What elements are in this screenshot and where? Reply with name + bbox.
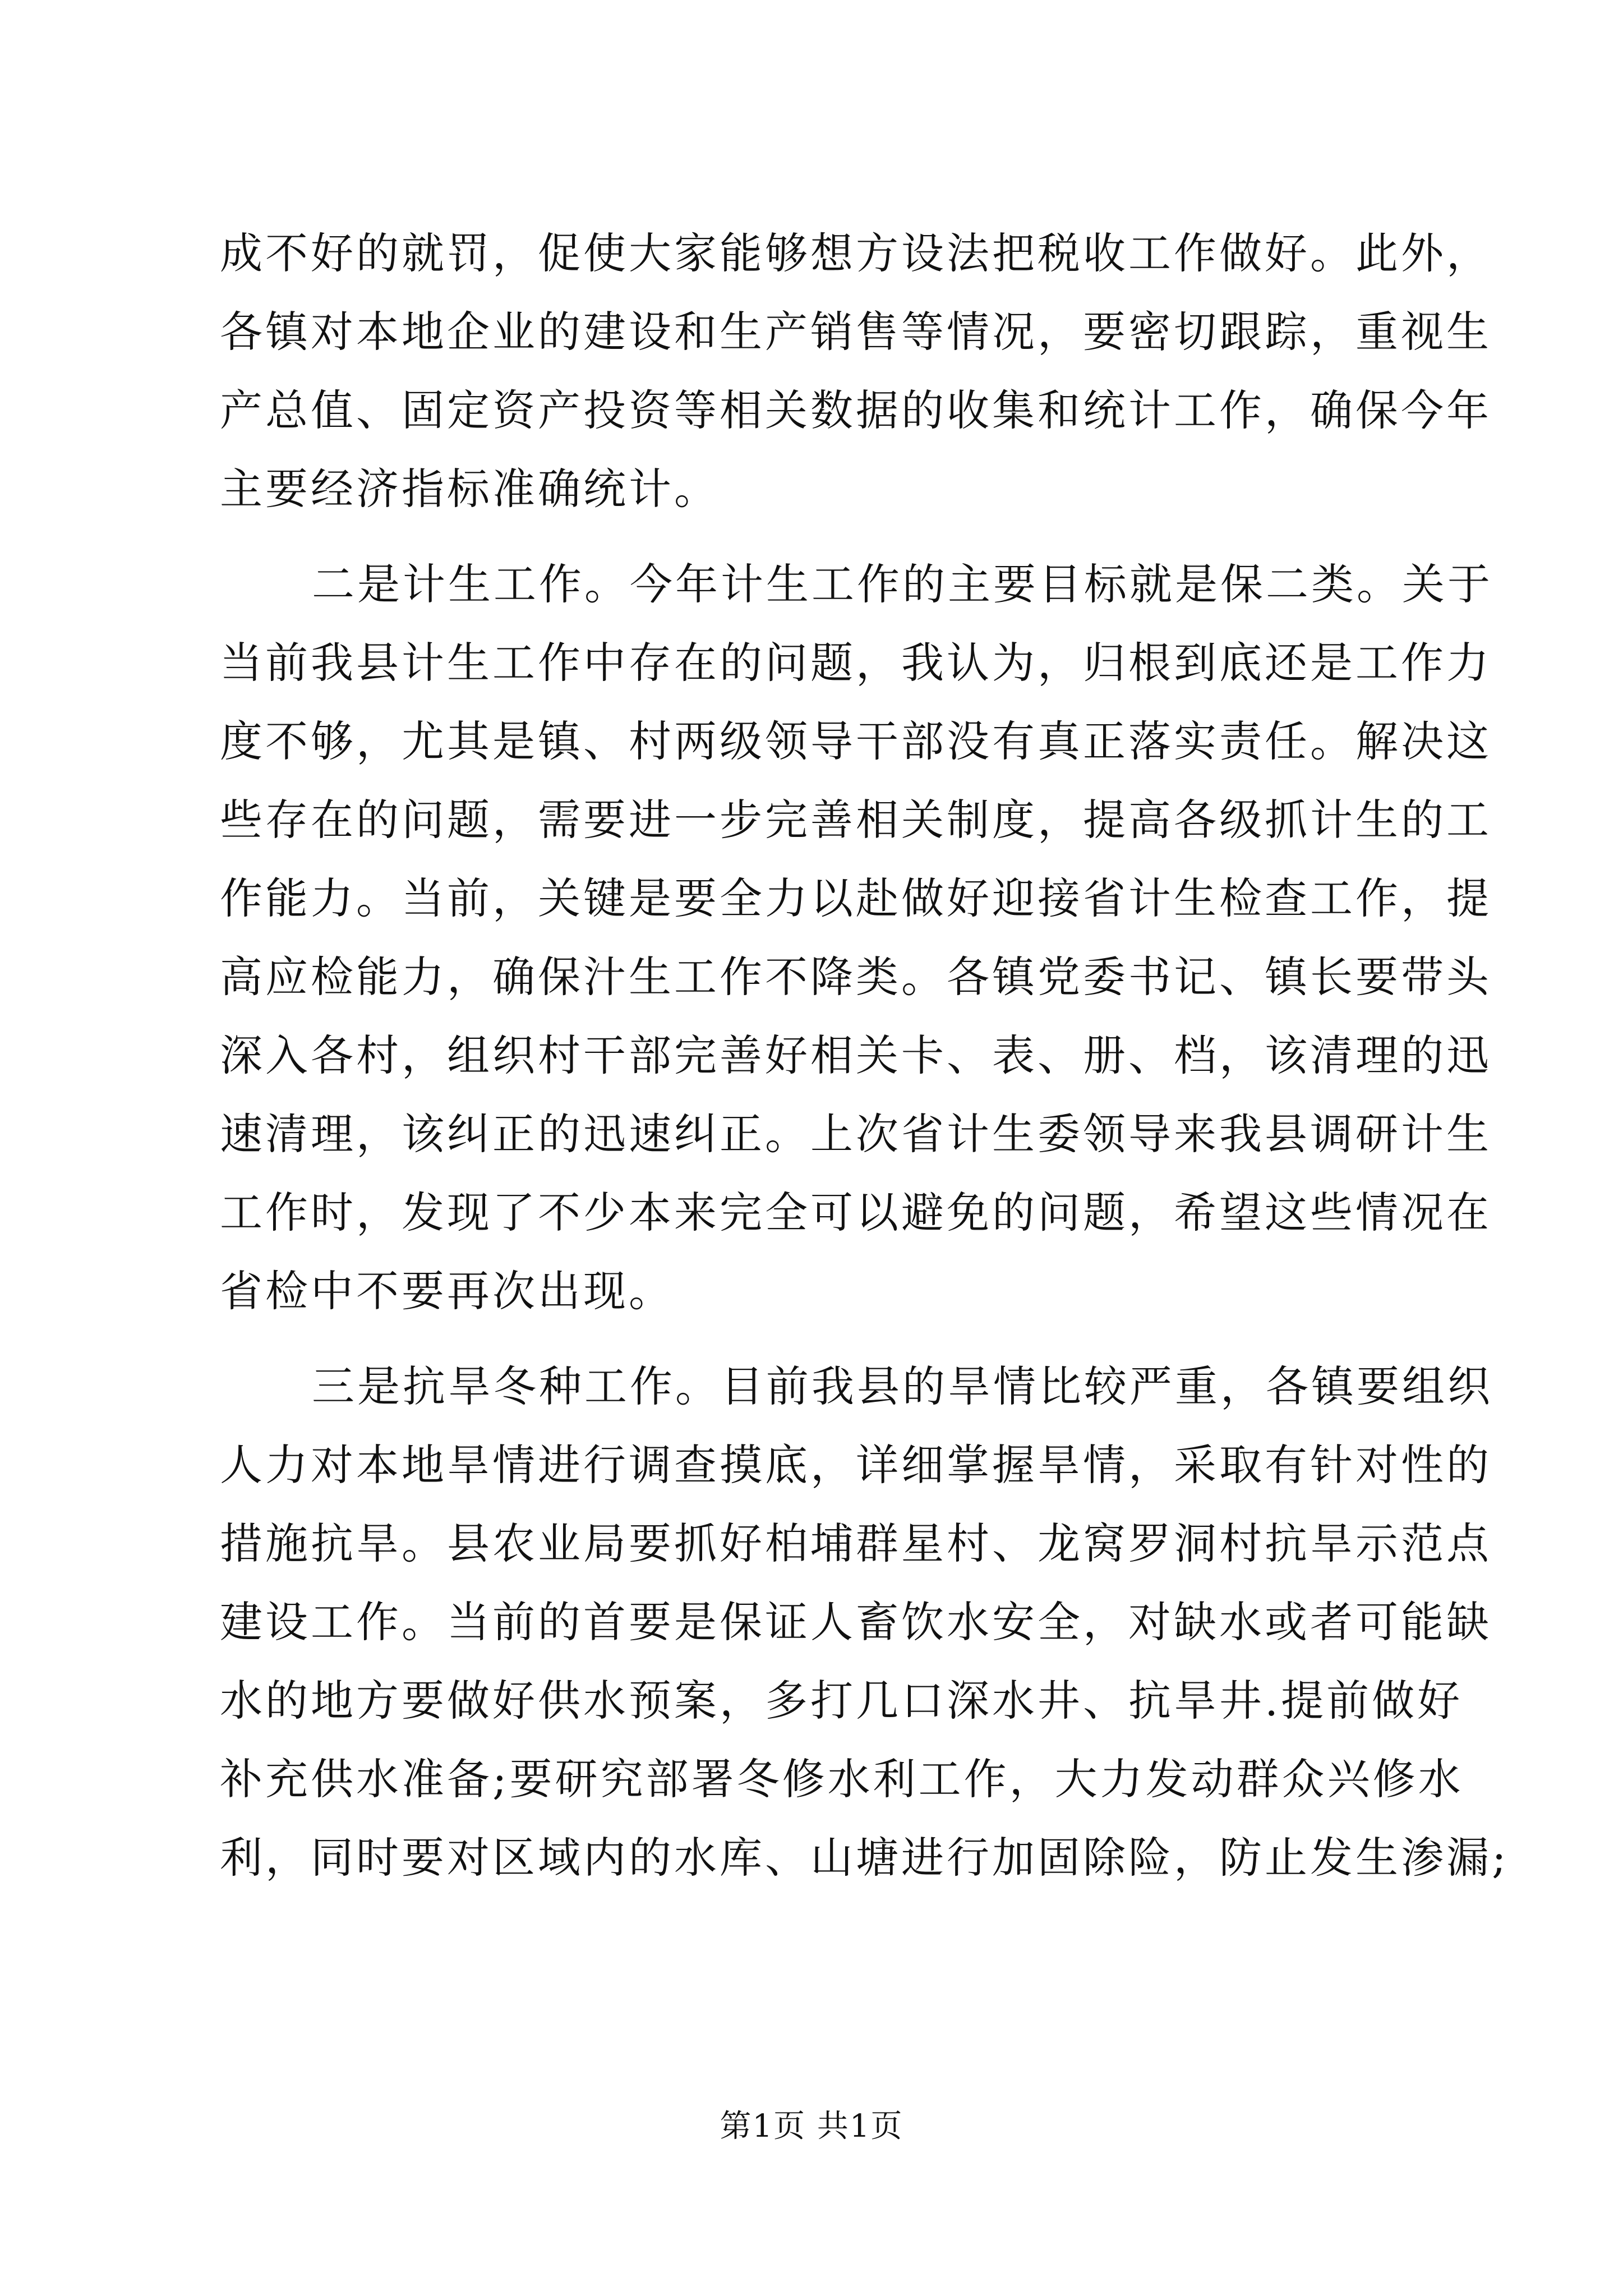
page-footer: 第1页 共1页 [720, 2108, 903, 2145]
body-text-line: 二是计生工作。今年计生工作的主要目标就是保二类。关于 [312, 559, 1493, 609]
body-text-line: 些存在的问题，需要进一步完善相关制度，提高各级抓计生的工 [220, 795, 1492, 845]
body-text-line: 成不好的就罚，促使大家能够想方设法把税收工作做好。此外， [220, 228, 1492, 278]
body-text-line: 速清理，该纠正的迅速纠正。上次省计生委领导来我县调研计生 [220, 1109, 1492, 1159]
body-text-line: 高应检能力，确保汁生工作不降类。各镇党委书记、镇长要带头 [220, 952, 1492, 1002]
body-text-line: 省检中不要再次出现。 [220, 1266, 674, 1316]
body-text-line: 度不够，尤其是镇、村两级领导干部没有真正落实责任。解决这 [220, 716, 1492, 766]
body-text-line: 当前我县计生工作中存在的问题，我认为，归根到底还是工作力 [220, 638, 1492, 688]
body-text-line: 深入各村，组织村干部完善好相关卡、表、册、档，该清理的迅 [220, 1030, 1492, 1080]
body-text-line: 措施抗旱。县农业局要抓好柏埔群星村、龙窝罗洞村抗旱示范点 [220, 1519, 1492, 1568]
body-text-line: 三是抗旱冬种工作。目前我县的旱情比较严重，各镇要组织 [312, 1361, 1493, 1411]
body-text-line: 各镇对本地企业的建设和生产销售等情况，要密切跟踪，重视生 [220, 307, 1492, 357]
body-text-line: 利，同时要对区域内的水库、山塘进行加固除险，防止发生渗漏; [220, 1833, 1509, 1883]
paragraph-gap [220, 528, 1410, 545]
body-text-line: 人力对本地旱情进行调查摸底，详细掌握旱情，采取有针对性的 [220, 1440, 1492, 1490]
paragraph-gap [220, 1331, 1410, 1347]
body-text-line: 补充供水准备;要研究部署冬修水利工作，大力发动群众兴修水 [220, 1754, 1464, 1804]
body-text-line: 工作时，发现了不少本来完全可以避免的问题，希望这些情况在 [220, 1188, 1492, 1237]
body-text-line: 产总值、固定资产投资等相关数据的收集和统计工作，确保今年 [220, 385, 1492, 435]
body-text-line: 水的地方要做好供水预案，多打几口深水井、抗旱井.提前做好 [220, 1676, 1463, 1726]
body-text-line: 主要经济指标准确统计。 [220, 464, 720, 514]
body-text-line: 作能力。当前，关键是要全力以赴做好迎接省计生检查工作，提 [220, 873, 1492, 923]
document-body [220, 214, 1509, 1897]
body-text-line: 建设工作。当前的首要是保证人畜饮水安全，对缺水或者可能缺 [220, 1597, 1492, 1647]
